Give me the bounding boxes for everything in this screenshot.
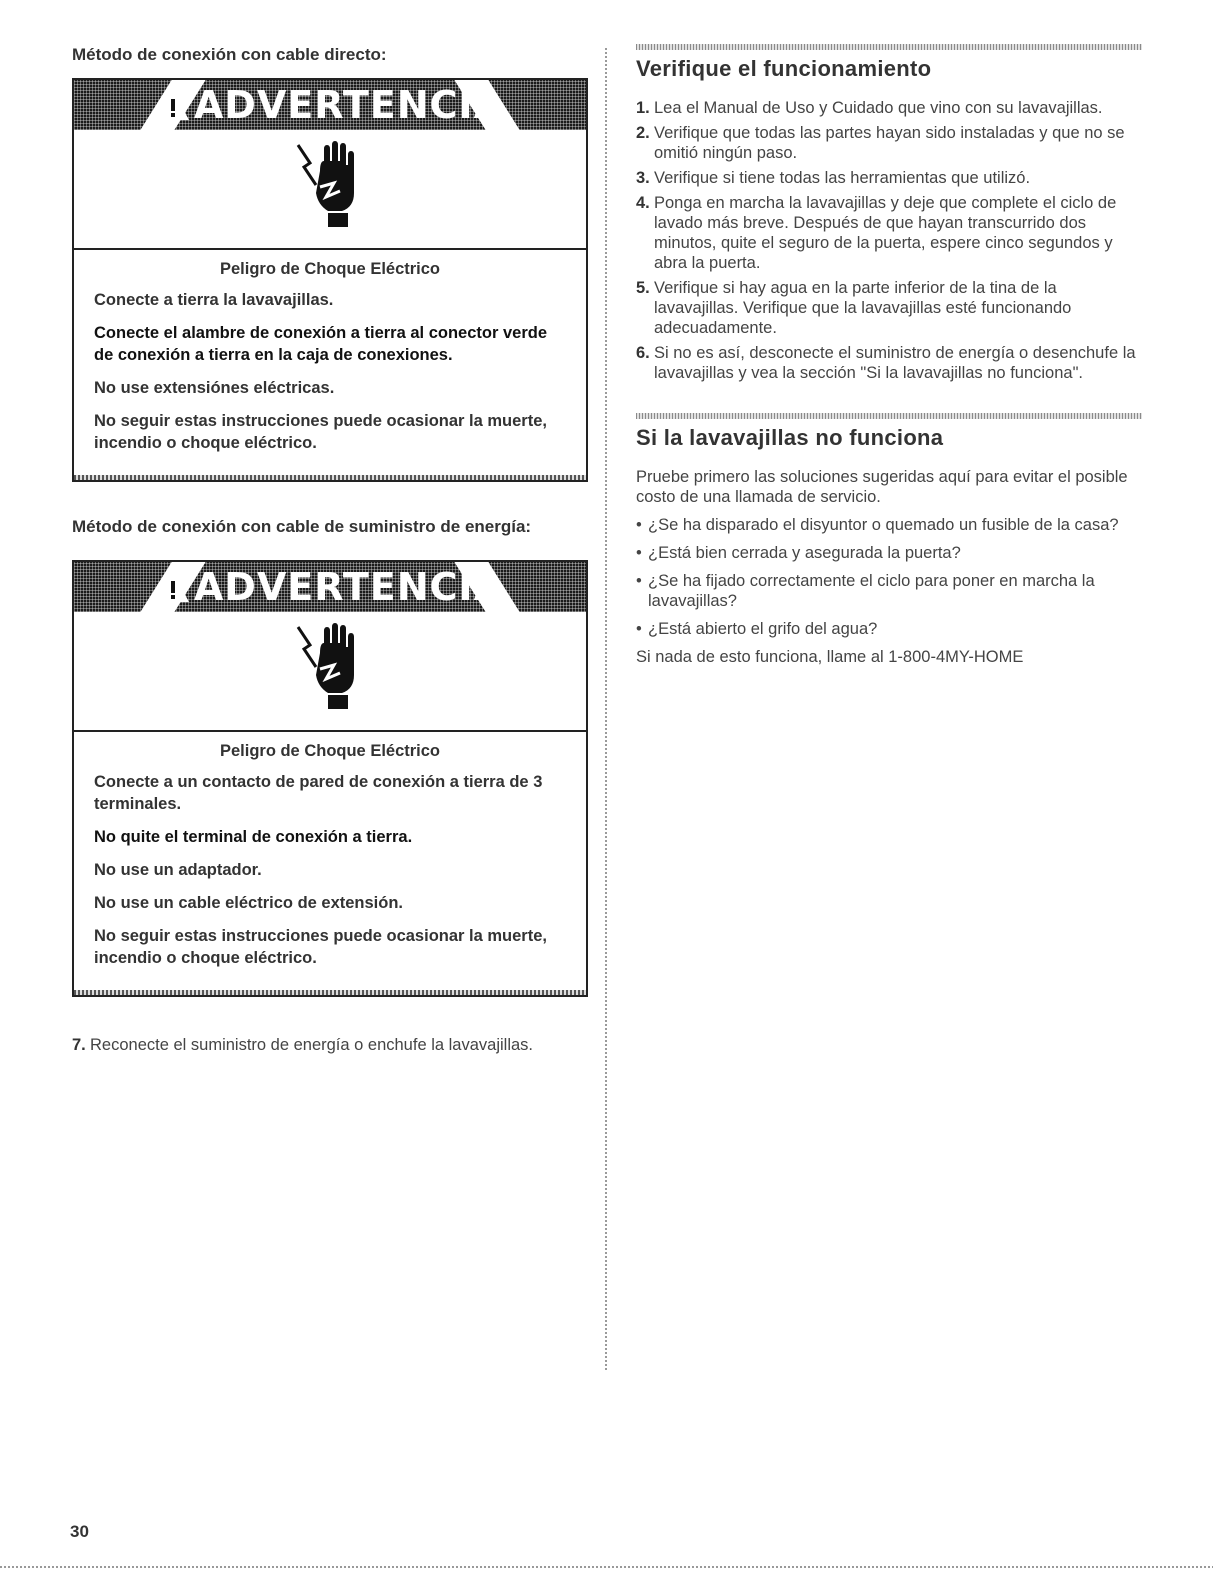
list-item: 1. Lea el Manual de Uso y Cuidado que vino con su lavavajillas. xyxy=(636,99,1103,117)
warning-line: No quite el terminal de conexión a tierra. xyxy=(94,828,413,846)
warning-box-cord xyxy=(72,560,588,997)
troubleshoot-closing: Si nada de esto funciona, llame al 1-800-4MY-HOME xyxy=(636,648,1024,666)
warning-header xyxy=(74,80,586,130)
footer-rule xyxy=(0,1566,1213,1568)
warning-line: Conecte a un contacto de pared de conexión a tierra de 3 terminales. xyxy=(94,773,543,813)
section-title-troubleshoot: Si la lavavajillas no funciona xyxy=(636,425,944,450)
page-number: 30 xyxy=(70,1522,89,1541)
electric-shock-hand-icon xyxy=(290,623,370,719)
section-rule xyxy=(636,44,1142,50)
verify-steps xyxy=(636,98,1142,383)
warning-triangle-icon xyxy=(156,571,190,603)
list-item: • ¿Está abierto el grifo del agua? xyxy=(636,619,1142,639)
section-rule xyxy=(636,413,1142,419)
list-item: 3. Verifique si tiene todas las herramientas que utilizó. xyxy=(636,169,1031,187)
list-item: • ¿Se ha fijado correctamente el ciclo para poner en marcha la lavavajillas? xyxy=(636,571,1142,611)
list-item: 2. Verifique que todas las partes hayan sido instaladas y que no se omitió ningún paso. xyxy=(636,124,1125,162)
troubleshoot-intro: Pruebe primero las soluciones sugeridas aquí para evitar el posible costo de una llamada de servicio. xyxy=(636,468,1128,506)
list-item: • ¿Está bien cerrada y asegurada la puerta? xyxy=(636,543,1142,563)
list-item: 6. Si no es así, desconecte el suministro de energía o desenchufe la lavavajillas y vea la sección "Si la lavavajillas no funciona". xyxy=(636,344,1136,382)
electric-shock-hand-icon xyxy=(290,141,370,237)
shock-hazard-area xyxy=(74,130,586,250)
troubleshoot-list xyxy=(636,515,1142,639)
section-title-verify: Verifique el funcionamiento xyxy=(636,56,932,81)
shock-hazard-area xyxy=(74,612,586,732)
hazard-title: Peligro de Choque Eléctrico xyxy=(219,742,441,760)
warning-header-label: ADVERTENCIA xyxy=(194,83,504,127)
right-column xyxy=(636,44,1142,675)
step-7 xyxy=(72,1035,588,1055)
method-title-direct: Método de conexión con cable directo: xyxy=(72,45,387,64)
warning-line: No use un adaptador. xyxy=(94,861,262,879)
warning-line: Conecte el alambre de conexión a tierra al conector verde de conexión a tierra en la caja de conexiones. xyxy=(94,324,548,364)
warning-line: Conecte a tierra la lavavajillas. xyxy=(94,291,334,309)
step-text: Reconecte el suministro de energía o enchufe la lavavajillas. xyxy=(90,1036,534,1054)
warning-line: No use un cable eléctrico de extensión. xyxy=(94,894,404,912)
method-title-cord: Método de conexión con cable de suministro de energía: xyxy=(72,517,532,536)
warning-line: No seguir estas instrucciones puede ocasionar la muerte, incendio o choque eléctrico. xyxy=(94,927,547,967)
list-item: 5. Verifique si hay agua en la parte inferior de la tina de la lavavajillas. Verifique que la lavavajillas esté funcionando adecuadamente. xyxy=(636,279,1072,337)
warning-line: No seguir estas instrucciones puede ocasionar la muerte, incendio o choque eléctrico. xyxy=(94,412,547,452)
left-column xyxy=(72,44,588,1055)
warning-line: No use extensiónes eléctricas. xyxy=(94,379,335,397)
list-item: 4. Ponga en marcha la lavavajillas y deje que complete el ciclo de lavado más breve. Después de que hayan transcurrido dos minutos, quite el seguro de la puerta, espere cinco segundos y abra la puerta. xyxy=(636,194,1117,272)
warning-header-label: ADVERTENCIA xyxy=(194,565,504,609)
column-divider xyxy=(605,48,607,1370)
hazard-title: Peligro de Choque Eléctrico xyxy=(219,260,441,278)
list-item: • ¿Se ha disparado el disyuntor o quemado un fusible de la casa? xyxy=(636,515,1142,535)
warning-box-direct xyxy=(72,78,588,482)
step-number: 7. xyxy=(72,1036,86,1054)
warning-triangle-icon xyxy=(156,89,190,121)
warning-header xyxy=(74,562,586,612)
